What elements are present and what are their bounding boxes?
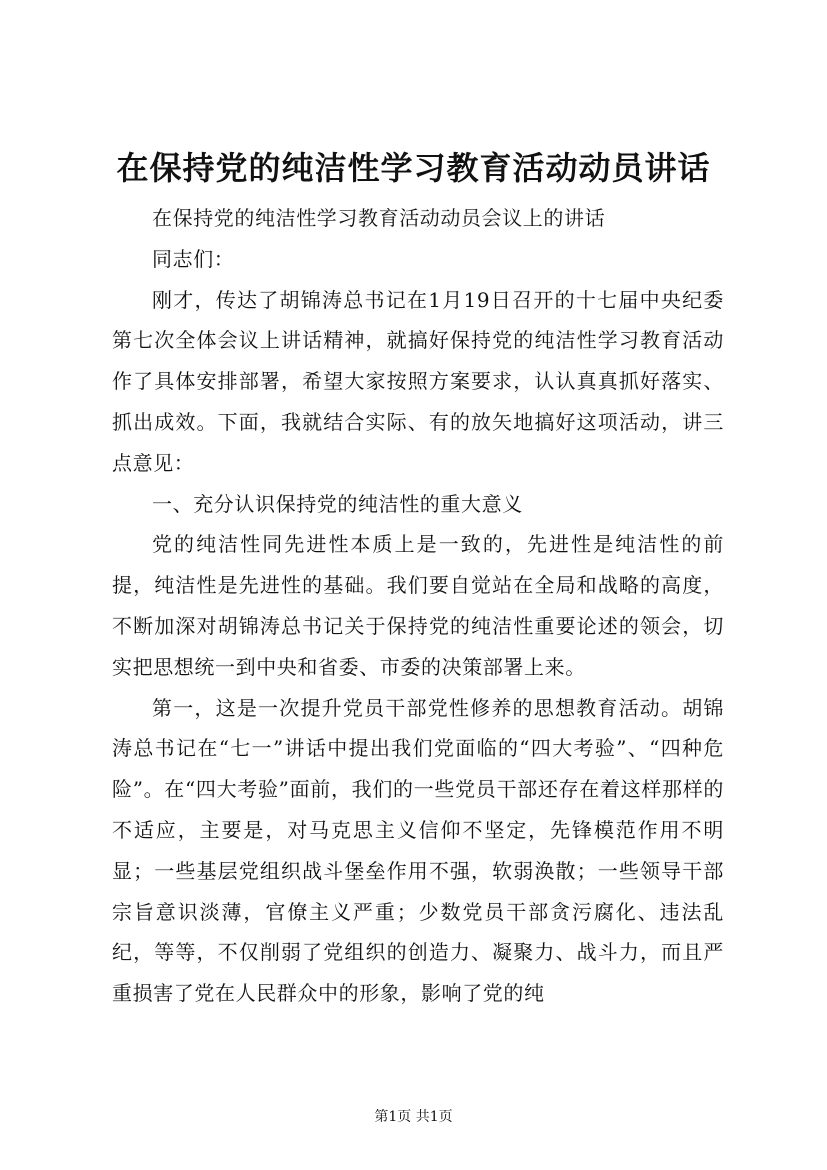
subtitle-paragraph: 在保持党的纯洁性学习教育活动动员会议上的讲话 <box>152 206 606 230</box>
section-heading: 一、充分认识保持党的纯洁性的重大意义 <box>152 491 523 516</box>
document-title: 在保持党的纯洁性学习教育活动动员讲话 <box>116 149 711 187</box>
salutation-paragraph: 同志们： <box>152 246 235 271</box>
page-number: 第1页 共1页 <box>374 1109 453 1125</box>
body-paragraph: 刚才，传达了胡锦涛总书记在1月19日召开的十七届中央纪委第七次全体会议上讲话精神，就搞好保持党的纯洁性学习教育活动作了具体安排部署，希望大家按照方案要求，认认真真抓好落实、抓出成效。下面，我就结合实际、有的放矢地搞好这项活动，讲三点意见： <box>112 287 724 475</box>
body-paragraph: 第一，这是一次提升党员干部党性修养的思想教育活动。胡锦涛总书记在“七一”讲话中提出我们党面临的“四大考验”、“四种危险”。在“四大考验”面前，我们的一些党员干部还存在着这样那样的不适应，主要是，对马克思主义信仰不坚定，先锋模范作用不明显；一些基层党组织战斗堡垒作用不强，软弱涣散；一些领导干部宗旨意识淡薄，官僚主义严重；少数党员干部贪污腐化、违法乱纪，等等，不仅削弱了党组织的创造力、凝聚力、战斗力，而且严重损害了党在人民群众中的形象，影响了党的纯 <box>112 695 724 1006</box>
document-body <box>112 198 724 1014</box>
body-paragraph: 党的纯洁性同先进性本质上是一致的，先进性是纯洁性的前提，纯洁性是先进性的基础。我们要自觉站在全局和战略的高度，不断加深对胡锦涛总书记关于保持党的纯洁性重要论述的领会，切实把思想统一到中央和省委、市委的决策部署上来。 <box>112 532 724 679</box>
